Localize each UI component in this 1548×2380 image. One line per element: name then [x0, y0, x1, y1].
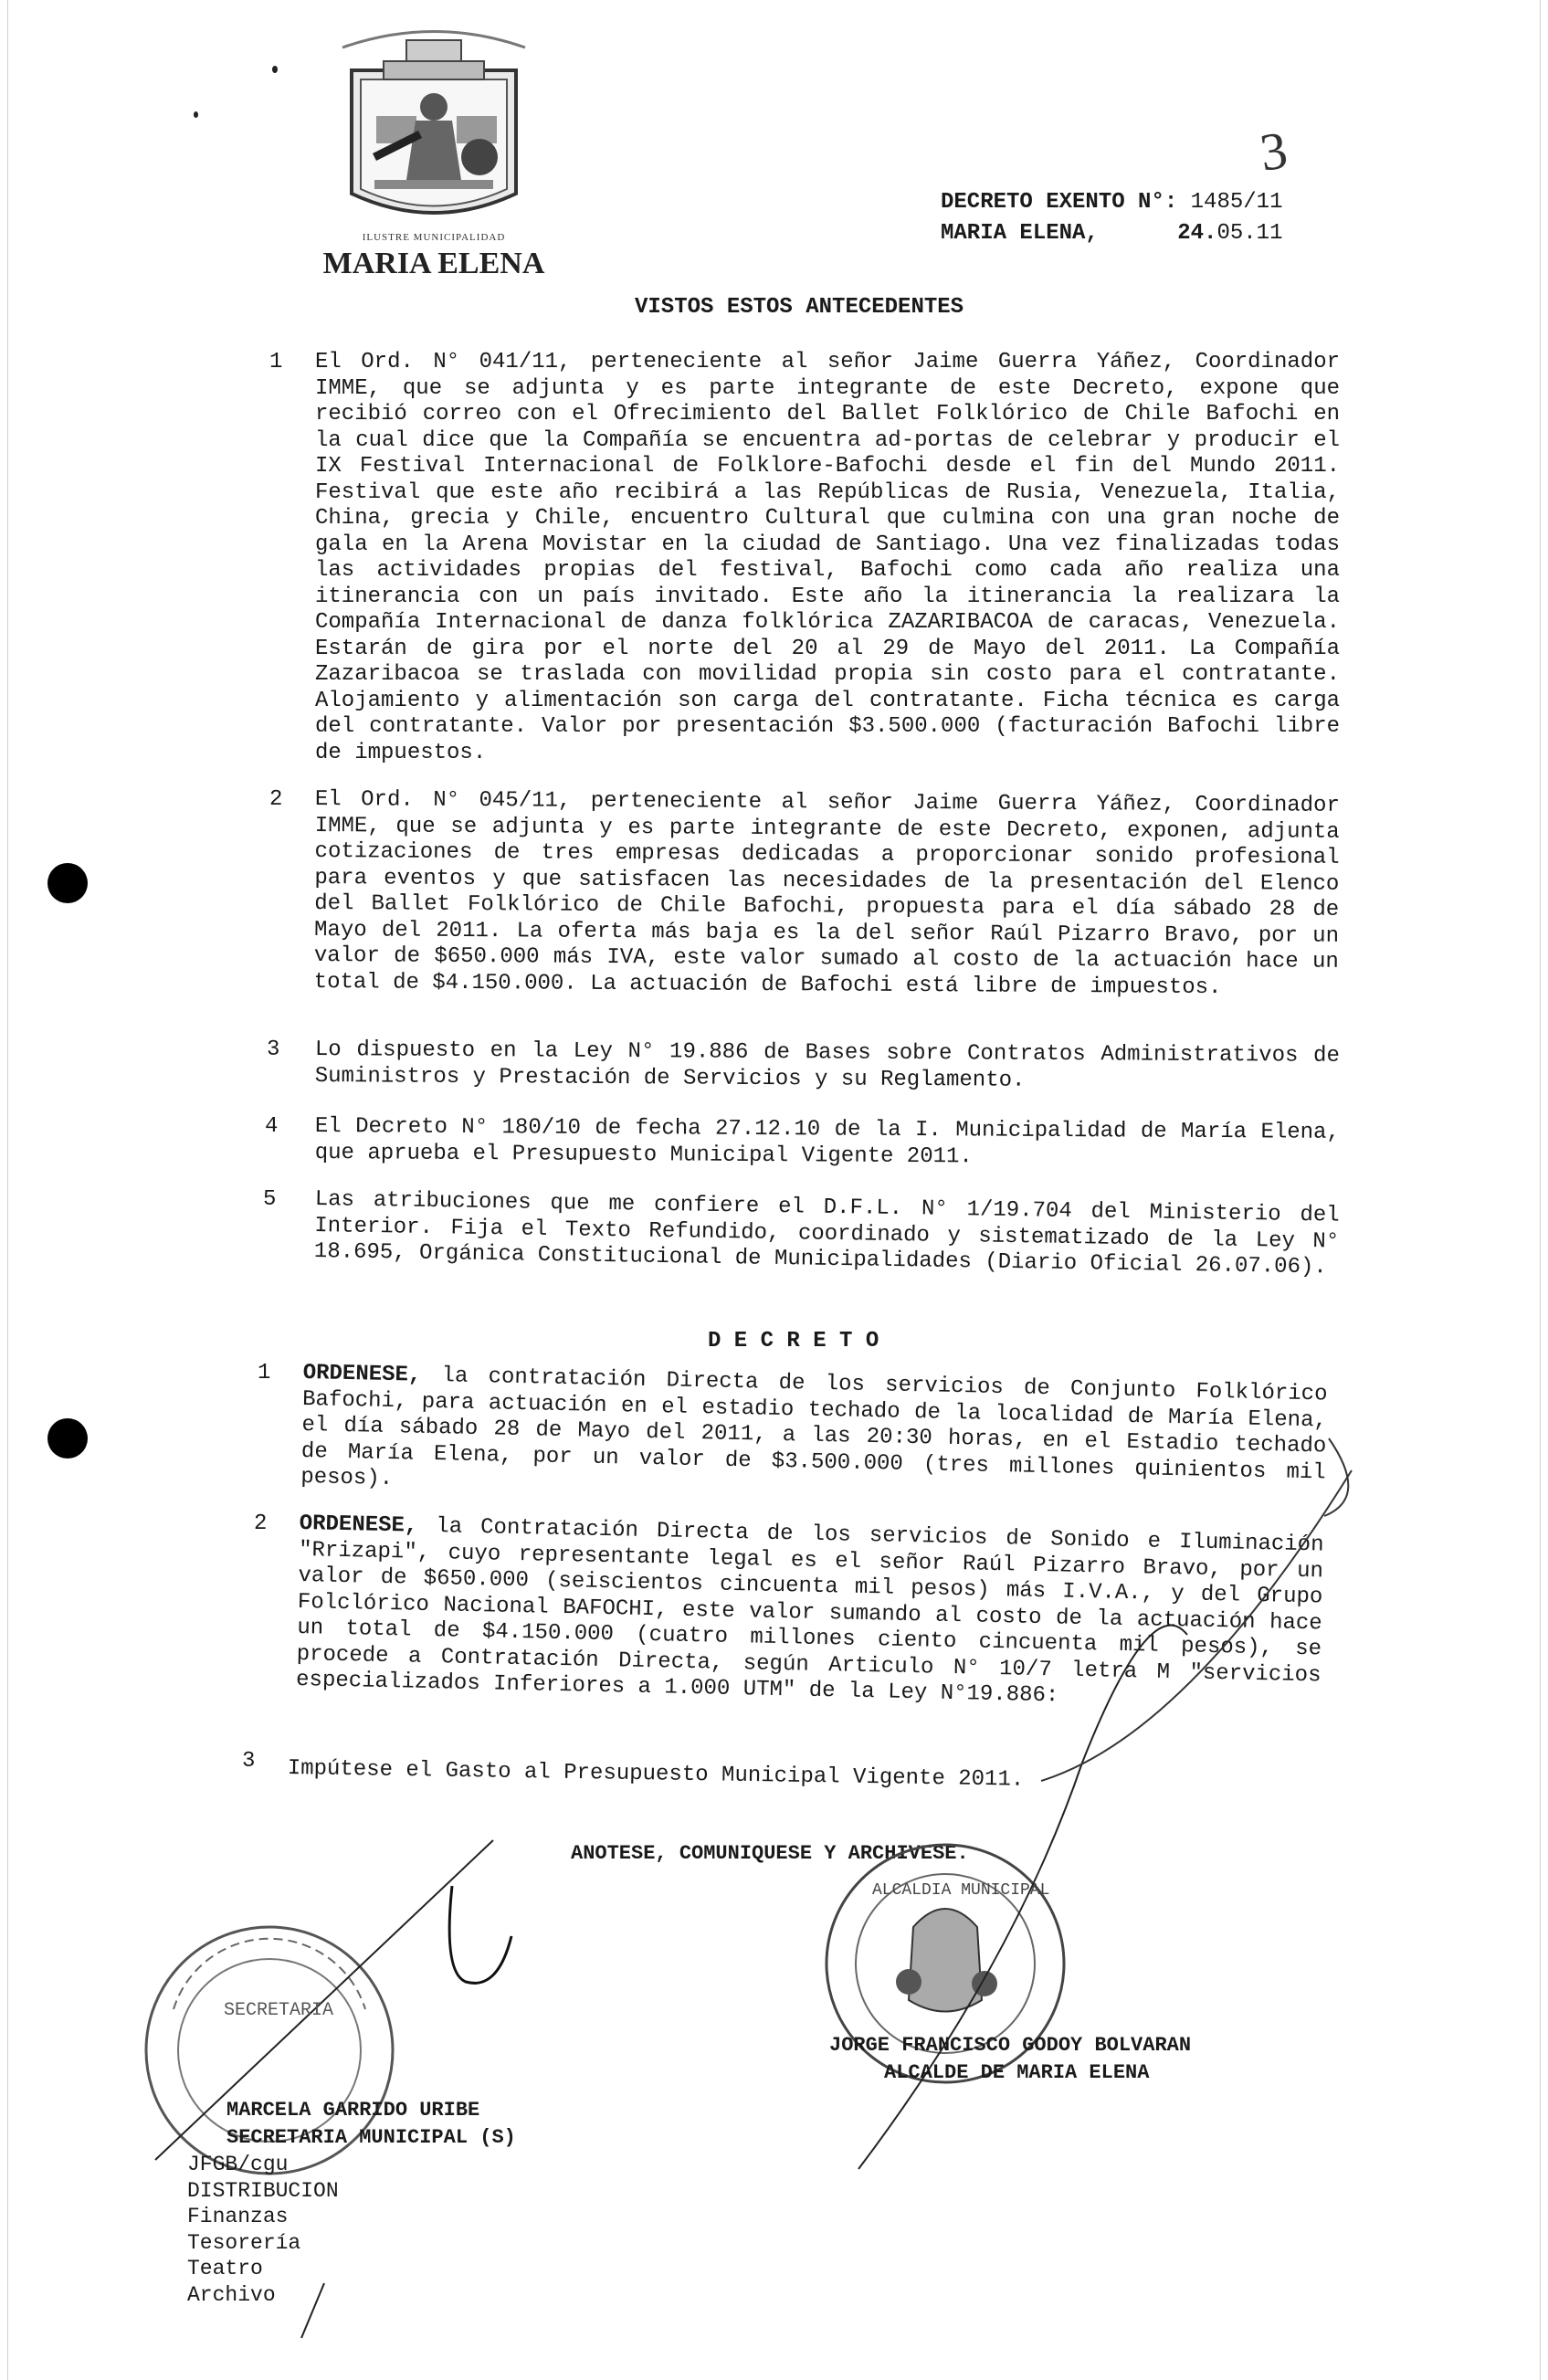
scan-edge-left [7, 0, 8, 2380]
decreto-heading: D E C R E T O [708, 1329, 879, 1353]
distribution-item: Finanzas [187, 2205, 289, 2228]
vistos-item-3: Lo dispuesto en la Ley N° 19.886 de Bases sobre Contratos Administrativos de Suministros y Prestación de Servicios y su Reglamento. [314, 1037, 1340, 1093]
distribution-item: Teatro [187, 2257, 263, 2280]
vistos-item-4: El Decreto N° 180/10 de fecha 27.12.10 de la I. Municipalidad de María Elena, que aprueba el Presupuesto Municipal Vigente 2011. [314, 1114, 1340, 1169]
decreto-item-2-text: la Contratación Directa de los servicios de Sonido e Iluminación "Rrizapi", cuyo representante legal es el señor Raúl Pizarro Bravo, por un valor de $650.000 (seiscientos cincuenta mil pesos) más I.V.A., y del Grupo Folclórico Nacional BAFOCHI, este valor sumando al costo de la actuación hace un total de $4.150.000 (cuatro millones ciento cincuenta mil pesos), se procede a Contratación Directa, según Articulo N° 10/7 letra M "servicios especializados Inferiores a 1.000 UTM" de la Ley N°19.886: [295, 1513, 1324, 1709]
punch-hole [47, 1418, 88, 1459]
decreto-number: 2 [254, 1511, 268, 1536]
municipality-logo [320, 20, 548, 280]
vistos-number: 4 [265, 1114, 279, 1139]
decreto-item-3: Impútese el Gasto al Presupuesto Municipal Vigente 2011. [287, 1756, 1025, 1793]
distribution-title: DISTRIBUCION [187, 2178, 339, 2203]
signer-name-left: MARCELA GARRIDO URIBE [226, 2099, 480, 2122]
right-stamp-text: ALCALDIA MUNICIPAL [872, 1881, 1050, 1900]
coat-of-arms-icon [320, 20, 548, 230]
signer-title-right: ALCALDE DE MARIA ELENA [884, 2061, 1150, 2084]
vistos-item-1: El Ord. N° 041/11, perteneciente al señor Jaime Guerra Yáñez, Coordinador IMME, que se adjunta y es parte integrante de este Decreto, expone que recibió correo con el Ofrecimiento del Ballet Folklórico de Chile Bafochi en la cual dice que la Compañía se encuentra ad-portas de celebrar y producir el IX Festival Internacional de Folklore-Bafochi desde el fin del Mundo 2011. Festival que este año recibirá a las Repúblicas de Rusia, Venezuela, Italia, China, grecia y Chile, encuentro Cultural que culmina con una gran noche de gala en la Arena Movistar en la ciudad de Santiago. Una vez finalizadas todas las actividades propias del festival, Bafochi como cada año realiza una itinerancia con un país invitado. Este año la itinerancia la realizara la Compañía Internacional de danza folklórica ZAZARIBACOA de caracas, Venezuela. Estarán de gira por el norte del 20 al 29 de Mayo del 2011. La Compañía Zazaribacoa se traslada con movilidad propia sin costo para el contratante. Alojamiento y alimentación son carga del contratante. Ficha técnica es carga del contratante. Valor por presentación $3.500.000 (facturación Bafochi libre de impuestos. [315, 350, 1340, 765]
decree-info [941, 187, 1282, 249]
decree-label: DECRETO EXENTO N°: [941, 190, 1178, 215]
decreto-item-2 [296, 1511, 1324, 1715]
handwritten-page-number: 3 [1256, 120, 1291, 183]
scan-edge-right [1540, 0, 1541, 2380]
closing-formula: ANOTESE, COMUNIQUESE Y ARCHIVESE. [571, 1842, 969, 1865]
decreto-lead: ORDENESE, [299, 1511, 418, 1539]
decree-date-day: 24. [1177, 221, 1217, 246]
distribution-list [187, 2152, 339, 2308]
vistos-number: 5 [263, 1187, 277, 1212]
decreto-number: 1 [258, 1361, 271, 1385]
decree-place: MARIA ELENA, [941, 221, 1099, 246]
scan-speck [194, 111, 198, 118]
distribution-item: Tesorería [187, 2230, 301, 2255]
decree-number: 1485/11 [1190, 190, 1283, 215]
distribution-item: Archivo [187, 2282, 276, 2307]
vistos-item-2: El Ord. N° 045/11, perteneciente al señor Jaime Guerra Yáñez, Coordinador IMME, que se adjunta y es parte integrante de este Decreto, exponen, adjunta cotizaciones de tres empresas dedicadas a proporcionar sonido profesional para eventos y que satisfacen las necesidades de la presentación del Elenco del Ballet Folklórico de Chile Bafochi, propuesta para el día sábado 28 de Mayo del 2011. La oferta más baja es la del señor Raúl Pizarro Bravo, por un valor de $650.000 más IVA, este valor sumado al costo de la actuación hace un total de $4.150.000. La actuación de Bafochi está libre de impuestos. [313, 787, 1340, 1000]
decreto-number: 3 [242, 1749, 256, 1774]
decreto-item-1 [300, 1361, 1328, 1512]
left-stamp-text: SECRETARIA [224, 2000, 334, 2021]
vistos-heading: VISTOS ESTOS ANTECEDENTES [635, 295, 964, 320]
vistos-number: 1 [269, 350, 283, 374]
signature-right [829, 2032, 1191, 2087]
logo-caption: ILUSTRE MUNICIPALIDAD [362, 232, 506, 243]
decreto-item-1-text: la contratación Directa de los servicios de Conjunto Folklórico Bafochi, para actuación en el estadio techado de la localidad de María Elena, el día sábado 28 de Mayo del 2011, a las 20:30 horas, en el Estadio techado de María Elena, por un valor de $3.500.000 (tres millones quinientos mil pesos). [300, 1363, 1328, 1492]
logo-title: MARIA ELENA [322, 247, 545, 280]
signer-name-right: JORGE FRANCISCO GODOY BOLVARAN [829, 2034, 1192, 2057]
initials: JFGB/cgu [187, 2153, 289, 2176]
scan-speck [272, 66, 278, 73]
vistos-item-5: Las atribuciones que me confiere el D.F.L. N° 1/19.704 del Ministerio del Interior. Fija el Texto Refundido, coordinado y sistematizado de la Ley N° 18.695, Orgánica Constitucional de Municipalidades (Diario Oficial 26.07.06). [313, 1187, 1340, 1280]
signature-left [226, 2097, 516, 2152]
punch-hole [47, 863, 88, 903]
decree-date-rest: 05.11 [1216, 221, 1283, 246]
vistos-number: 2 [269, 787, 283, 812]
decreto-lead: ORDENESE, [302, 1361, 422, 1388]
signer-title-left: SECRETARIA MUNICIPAL (S) [226, 2126, 516, 2149]
vistos-number: 3 [267, 1037, 280, 1062]
